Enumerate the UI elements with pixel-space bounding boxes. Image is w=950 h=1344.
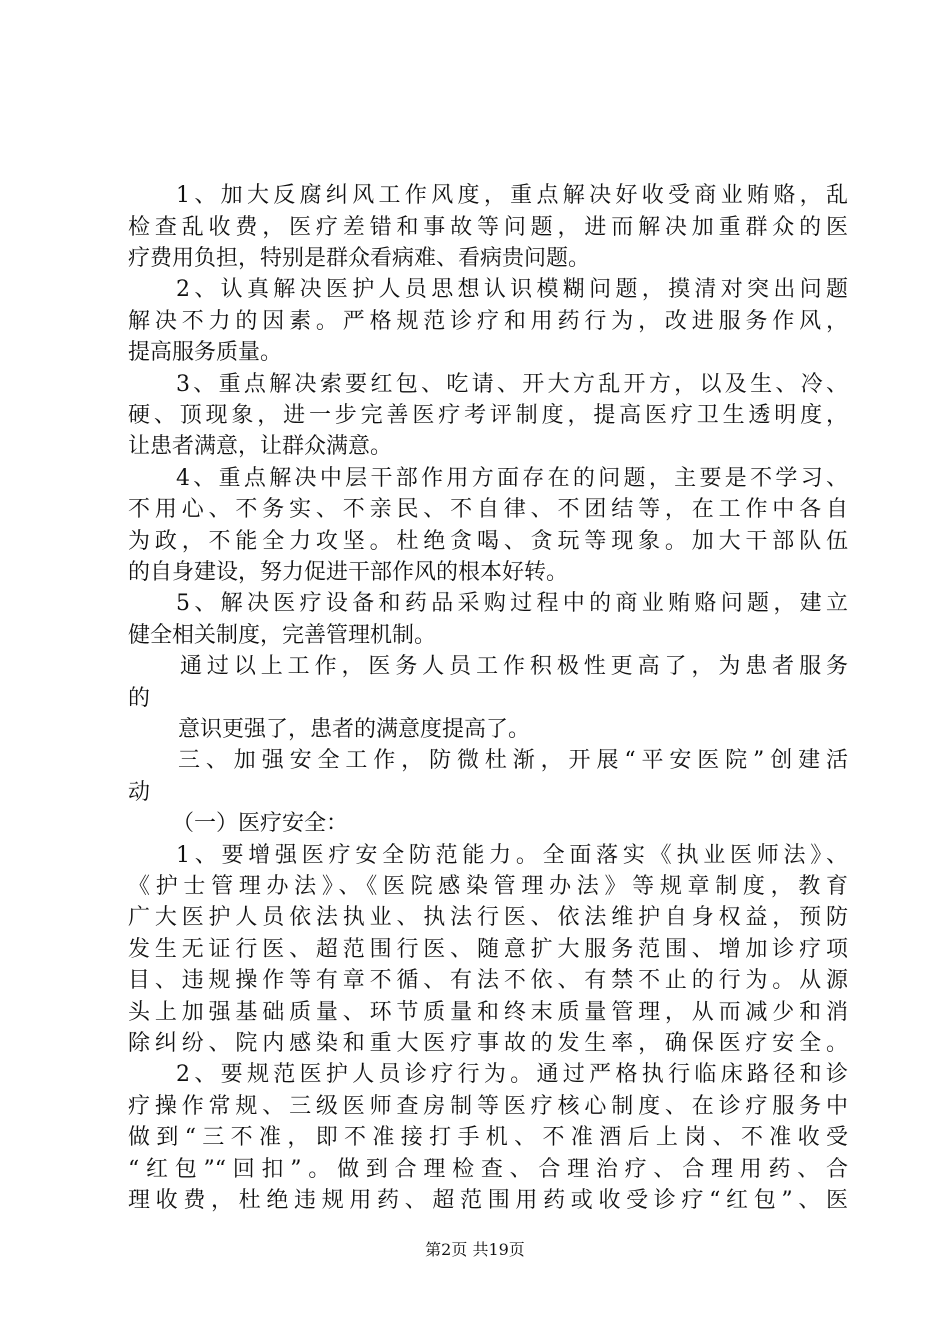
text-line: 检查乱收费，医疗差错和事故等问题，进而解决加重群众的医 [128,215,848,240]
section-heading: （一）医疗安全： [172,811,349,836]
text-line: 目、违规操作等有章不循、有法不依、有禁不止的行为。从源 [128,968,848,993]
text-line: 4、重点解决中层干部作用方面存在的问题，主要是不学习、 [176,466,848,491]
text-line: 做到“三不准，即不准接打手机、不准酒后上岗、不准收受 [128,1125,848,1150]
text-line: 5、解决医疗设备和药品采购过程中的商业贿赂问题，建立 [176,591,848,616]
text-line: 硬、顶现象，进一步完善医疗考评制度，提高医疗卫生透明度， [128,403,848,428]
text-line: 的 [128,686,151,711]
text-line: 通过以上工作，医务人员工作积极性更高了，为患者服务 [180,654,848,679]
text-line: 让患者满意，让群众满意。 [128,434,393,459]
text-line: 除纠纷、院内感染和重大医疗事故的发生率，确保医疗安全。 [128,1031,848,1056]
text-line: 疗操作常规、三级医师查房制等医疗核心制度、在诊疗服务中 [128,1094,848,1119]
text-line: 健全相关制度，完善管理机制。 [128,623,437,648]
text-line: 《护士管理办法》、《医院感染管理办法》等规章制度，教育 [128,874,848,899]
text-line: 提高服务质量。 [128,340,283,365]
text-line: 2、要规范医护人员诊疗行为。通过严格执行临床路径和诊 [176,1062,848,1087]
text-line: 2、认真解决医护人员思想认识模糊问题，摸清对突出问题 [176,277,848,302]
text-line: 意识更强了，患者的满意度提高了。 [178,717,531,742]
text-line: 发生无证行医、超范围行医、随意扩大服务范围、增加诊疗项 [128,937,848,962]
text-line: 3、重点解决索要红包、吃请、开大方乱开方，以及生、冷、 [176,372,848,397]
text-line: 广大医护人员依法执业、执法行医、依法维护自身权益，预防 [128,905,848,930]
text-line: 1、加大反腐纠风工作风度，重点解决好收受商业贿赂，乱 [176,183,848,208]
text-line: “红包”“回扣”。做到合理检查、合理治疗、合理用药、合 [128,1157,848,1182]
text-line: 的自身建设，努力促进干部作风的根本好转。 [128,560,569,585]
text-line: 疗费用负担，特别是群众看病难、看病贵问题。 [128,246,591,271]
text-line: 不用心、不务实、不亲民、不自律、不团结等，在工作中各自 [128,497,848,522]
text-line: 1、要增强医疗安全防范能力。全面落实《执业医师法》、 [176,843,848,868]
text-line: 头上加强基础质量、环节质量和终末质量管理，从而减少和消 [128,1000,848,1025]
text-line: 解决不力的因素。严格规范诊疗和用药行为，改进服务作风， [128,309,848,334]
text-line: 动 [128,780,151,805]
text-line: 为政，不能全力攻坚。杜绝贪喝、贪玩等现象。加大干部队伍 [128,529,848,554]
page-number-footer: 第2页 共19页 [425,1240,525,1259]
text-line: 理收费，杜绝违规用药、超范围用药或收受诊疗“红包”、医 [128,1188,848,1213]
text-line: 三、加强安全工作，防微杜渐，开展“平安医院”创建活 [178,748,848,773]
